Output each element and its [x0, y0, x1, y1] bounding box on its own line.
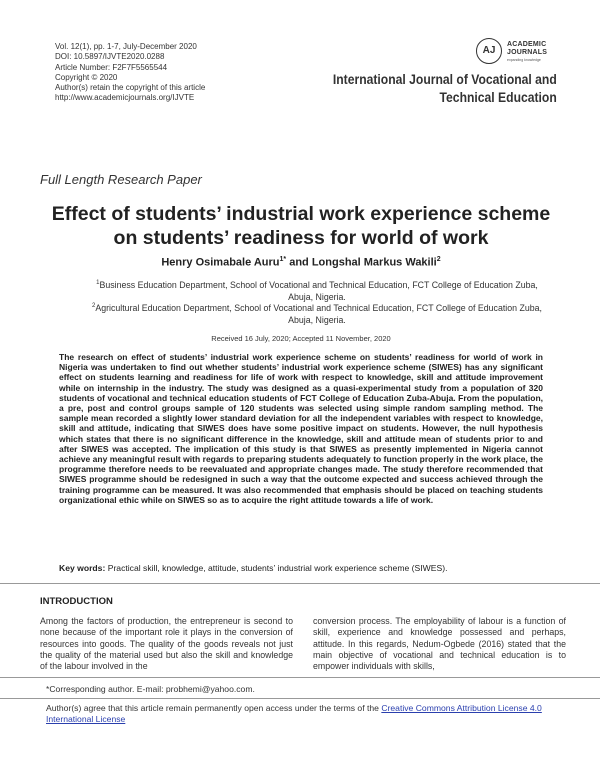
- license-link[interactable]: Creative Commons Attribution License 4.0 International License: [46, 703, 542, 724]
- journal-name-line-1: International Journal of Vocational and: [333, 72, 557, 87]
- article-metadata: [55, 42, 205, 104]
- paper-type: Full Length Research Paper: [40, 172, 202, 187]
- paper-title-line-2: on students’ readiness for world of work: [113, 227, 489, 249]
- section-divider: [0, 583, 600, 584]
- author-1: Henry Osimabale Auru: [161, 256, 280, 269]
- author-list: [40, 256, 562, 269]
- meta-copyright: Copyright © 2020: [55, 72, 118, 82]
- meta-article-number: Article Number: F2F7F5565544: [55, 62, 168, 72]
- affiliation-2: [56, 300, 578, 326]
- keywords: [59, 563, 543, 573]
- affiliation-2-superscript: 2: [92, 303, 96, 309]
- logo-wordmark: [507, 41, 547, 57]
- keywords-text: Practical skill, knowledge, attitude, students’ industrial work experience scheme (SIWES).: [105, 563, 448, 573]
- license-divider: [0, 698, 600, 699]
- journal-name: [333, 71, 557, 107]
- affiliation-2-line-2: Abuja, Nigeria.: [288, 314, 346, 325]
- journal-name-line-2: Technical Education: [439, 90, 557, 105]
- paper-title-line-1: Effect of students’ industrial work experience scheme: [51, 203, 551, 225]
- author-2-superscript: 2: [436, 256, 441, 263]
- logo-tagline: expanding knowledge: [507, 58, 541, 62]
- academic-journals-logo: [476, 38, 576, 68]
- author-connector: and: [286, 256, 312, 269]
- introduction-right-column: conversion process. The employability of labour is a function of skill, experience and knowledge possessed and perhaps, attitude. In this regards, Nedum-Ogbede (2016) stated that the main objective of vocational and technical education is to empower individuals with skills,: [313, 616, 566, 672]
- affiliation-2-line-1: Agricultural Education Department, School of Vocational and Technical Education, FCT College of Education Zuba,: [95, 302, 542, 313]
- license-notice: [46, 703, 556, 725]
- aj-logo-icon: AJ: [476, 38, 502, 64]
- keywords-label: Key words:: [59, 563, 106, 573]
- meta-doi: DOI: 10.5897/IJVTE2020.0288: [55, 52, 165, 62]
- received-dates: Received 16 July, 2020; Accepted 11 November, 2020: [211, 334, 391, 343]
- license-text: Author(s) agree that this article remain permanently open access under the terms of the: [46, 703, 382, 713]
- footer-divider: [0, 677, 600, 678]
- author-2: Longshal Markus Wakili: [311, 256, 437, 269]
- corresponding-author: *Corresponding author. E-mail: probhemi@yahoo.com.: [46, 684, 255, 694]
- meta-volume: Vol. 12(1), pp. 1-7, July-December 2020: [55, 42, 197, 51]
- introduction-heading: INTRODUCTION: [40, 596, 113, 607]
- meta-rights: Author(s) retain the copyright of this article: [55, 83, 206, 93]
- paper-title: [40, 202, 562, 250]
- affiliation-1-line-2: Abuja, Nigeria.: [288, 291, 346, 302]
- author-1-superscript: 1*: [279, 256, 287, 263]
- abstract: The research on effect of students’ industrial work experience scheme on students’ readiness for world of work in Nigeria was undertaken to find out whether students’ industrial work experience scheme (SIWES) has any significant effect on students learning and readiness for life of work with respect to knowledge, skill and attitude improvement while on internship in the industry. The study was designed as a quasi-experimental study from a population of 320 students of vocational and technical education students of FCT College of Education Zuba-Abuja. From the population, a pre, post and control groups sample of 120 students was selected using simple random sampling method. The sample mean recorded a slightly lower standard deviation for all the independent variables with respect to knowledge, skill and attitude, indicating that SIWES does have some positive impact on students. However, the null hypothesis which states that there is no significant difference in the knowledge, skill and attitude mean of students prior to and after SIWES was accepted. The implication of this study is that SIWES as presently implemented in Nigeria cannot achieve any meaningful result with regards to preparing students adequately to function properly in the work place, the programme therefore needs to be reevaluated and appropriate changes made. The study therefore recommended that SIWES programme should be redesigned in such a way that the outcome expected and success achieved through the training programme can be measured. It was also recommended that emphasis should be placed on teaching students organizational ethic while on SIWES so as to acquire the right attitude towards a life of work.: [59, 352, 543, 505]
- meta-url[interactable]: http://www.academicjournals.org/IJVTE: [55, 93, 195, 103]
- affiliation-1-line-1: Business Education Department, School of Vocational and Technical Education, FCT College of Education Zuba,: [99, 279, 538, 290]
- logo-line-2: JOURNALS: [507, 49, 548, 56]
- introduction-left-column: Among the factors of production, the entrepreneur is second to none because of the important role it plays in the conversion of resources into goods. The quality of the goods reveals not just the quality of the material used but also the skill and knowledge of the labour involved in the: [40, 616, 293, 672]
- affiliation-1-superscript: 1: [96, 280, 100, 286]
- logo-line-1: ACADEMIC: [507, 41, 547, 48]
